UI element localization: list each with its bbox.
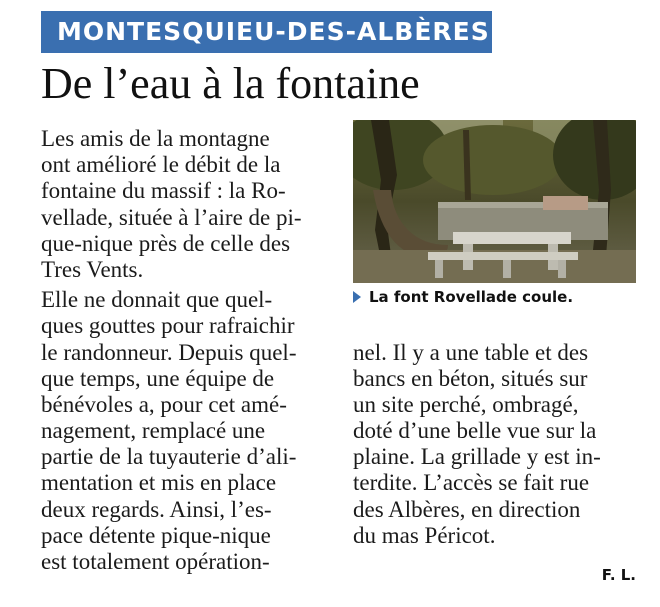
body-line: le randonneur. Depuis quel- xyxy=(41,340,297,365)
fountain-photo xyxy=(353,120,636,283)
section-kicker: MONTESQUIEU-DES-ALBÈRES xyxy=(41,11,492,53)
body-line: que-nique près de celle des xyxy=(41,231,291,256)
article-headline: De l’eau à la fontaine xyxy=(41,59,420,108)
body-line: Tres Vents. xyxy=(41,257,144,282)
body-line: ont amélioré le débit de la xyxy=(41,152,281,177)
body-line: doté d’une belle vue sur la xyxy=(353,418,597,443)
body-line: Elle ne donnait que quel- xyxy=(41,287,273,312)
photo-caption-text: La font Rovellade coule. xyxy=(369,288,574,306)
body-line: vellade, située à l’aire de pi- xyxy=(41,205,302,230)
body-line: nel. Il y a une table et des xyxy=(353,340,589,365)
body-line: mentation et mis en place xyxy=(41,470,277,495)
body-line: bénévoles a, pour cet amé- xyxy=(41,392,287,417)
body-line: du mas Péricot. xyxy=(353,523,496,548)
body-line: un site perché, ombragé, xyxy=(353,392,579,417)
body-line: ques gouttes pour rafraichir xyxy=(41,313,295,338)
body-line: pace détente pique-nique xyxy=(41,523,271,548)
body-line: terdite. L’accès se fait rue xyxy=(353,470,590,495)
body-line: fontaine du massif : la Ro- xyxy=(41,178,286,203)
body-line: nagement, remplacé une xyxy=(41,418,266,443)
author-signature: F. L. xyxy=(601,566,636,584)
body-line: est totalement opération- xyxy=(41,549,270,574)
body-line: des Albères, en direction xyxy=(353,497,581,522)
fountain-photo-image xyxy=(353,120,636,283)
body-line: deux regards. Ainsi, l’es- xyxy=(41,497,272,522)
photo-caption xyxy=(353,288,573,306)
body-line: partie de la tuyauterie d’ali- xyxy=(41,444,297,469)
body-line: plaine. La grillade y est in- xyxy=(353,444,601,469)
body-line: bancs en béton, situés sur xyxy=(353,366,588,391)
caption-marker-icon xyxy=(353,291,361,303)
body-line: que temps, une équipe de xyxy=(41,366,275,391)
body-line: Les amis de la montagne xyxy=(41,126,270,151)
